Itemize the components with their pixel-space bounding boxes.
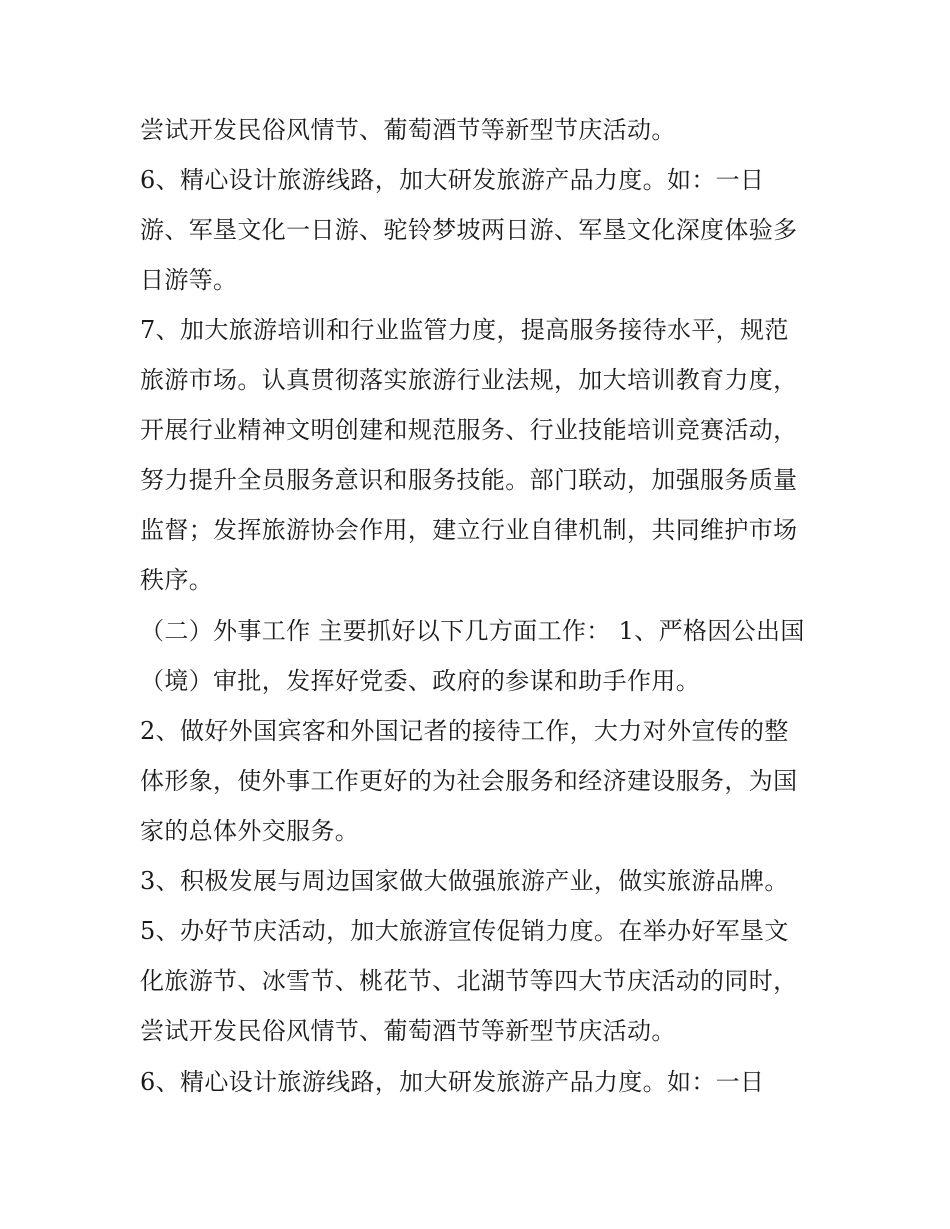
text-line: 游、军垦文化一日游、驼铃梦坡两日游、军垦文化深度体验多 bbox=[140, 216, 798, 244]
text-line: 6、精心设计旅游线路，加大研发旅游产品力度。如：一日 bbox=[140, 166, 765, 194]
text-line: 家的总体外交服务。 bbox=[140, 817, 360, 845]
text-line: 尝试开发民俗风情节、葡萄酒节等新型节庆活动。 bbox=[140, 116, 676, 144]
text-line: 6、精心设计旅游线路，加大研发旅游产品力度。如：一日 bbox=[140, 1068, 765, 1096]
text-line: 体形象，使外事工作更好的为社会服务和经济建设服务，为国 bbox=[140, 767, 798, 795]
text-line: 7、加大旅游培训和行业监管力度，提高服务接待水平，规范 bbox=[140, 316, 789, 344]
section-heading-line: （二）外事工作 主要抓好以下几方面工作： 1、严格因公出国 bbox=[140, 617, 805, 645]
text-line: 日游等。 bbox=[140, 266, 238, 294]
text-line: 监督；发挥旅游协会作用，建立行业自律机制，共同维护市场 bbox=[140, 516, 798, 544]
text-line: 开展行业精神文明创建和规范服务、行业技能培训竞赛活动， bbox=[140, 416, 798, 444]
text-line: 化旅游节、冰雪节、桃花节、北湖节等四大节庆活动的同时， bbox=[140, 967, 798, 995]
text-line: 3、积极发展与周边国家做大做强旅游产业，做实旅游品牌。 bbox=[140, 867, 789, 895]
text-line: 2、做好外国宾客和外国记者的接待工作，大力对外宣传的整 bbox=[140, 717, 789, 745]
text-line: 秩序。 bbox=[140, 566, 214, 594]
text-line: （境）审批，发挥好党委、政府的参谋和助手作用。 bbox=[140, 667, 701, 695]
text-line: 5、办好节庆活动，加大旅游宣传促销力度。在举办好军垦文 bbox=[140, 917, 789, 945]
text-line: 尝试开发民俗风情节、葡萄酒节等新型节庆活动。 bbox=[140, 1017, 676, 1045]
text-line: 努力提升全员服务意识和服务技能。部门联动，加强服务质量 bbox=[140, 466, 798, 494]
text-line: 旅游市场。认真贯彻落实旅游行业法规，加大培训教育力度， bbox=[140, 366, 798, 394]
